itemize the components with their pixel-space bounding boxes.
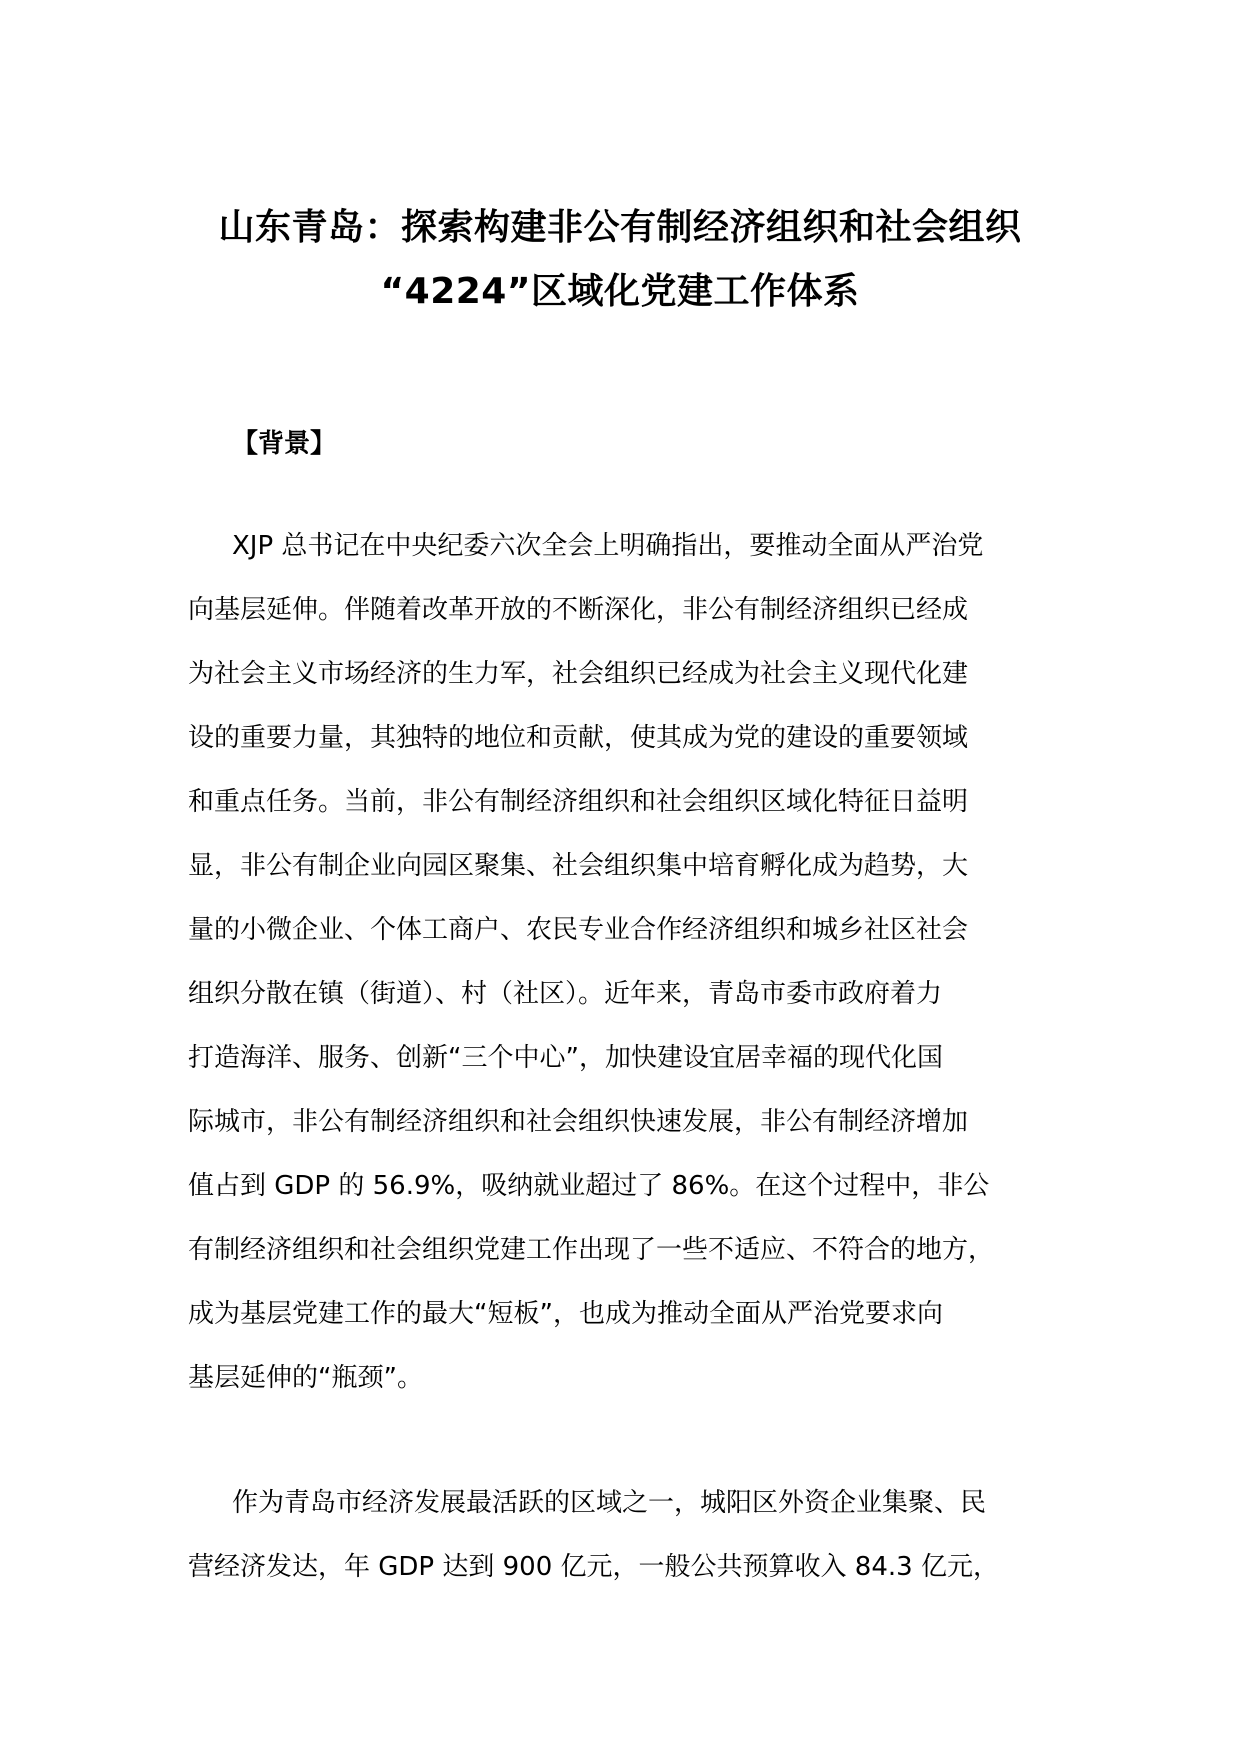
section-heading-background: 【背景】	[232, 429, 337, 459]
paragraph-line: 基层延伸的“瓶颈”。	[188, 1363, 423, 1393]
paragraph-line: 值占到 GDP 的 56.9%，吸纳就业超过了 86%。在这个过程中，非公	[188, 1171, 990, 1201]
paragraph-chengyang	[188, 1471, 1068, 1599]
paragraph-line: 际城市，非公有制经济组织和社会组织快速发展，非公有制经济增加	[188, 1107, 969, 1137]
document-title	[150, 196, 1090, 324]
paragraph-line: 作为青岛市经济发展最活跃的区域之一，城阳区外资企业集聚、民	[232, 1488, 987, 1518]
paragraph-line: 显，非公有制企业向园区聚集、社会组织集中培育孵化成为趋势，大	[188, 851, 969, 881]
paragraph-line: 营经济发达，年 GDP 达到 900 亿元，一般公共预算收入 84.3 亿元，	[188, 1552, 999, 1582]
paragraph-line: 为社会主义市场经济的生力军，社会组织已经成为社会主义现代化建	[188, 659, 969, 689]
paragraph-background	[188, 514, 1068, 1410]
paragraph-line: 设的重要力量，其独特的地位和贡献，使其成为党的建设的重要领域	[188, 723, 969, 753]
paragraph-line: 组织分散在镇（街道）、村（社区）。近年来，青岛市委市政府着力	[188, 979, 943, 1009]
title-line-1: 山东青岛：探索构建非公有制经济组织和社会组织	[218, 207, 1022, 248]
paragraph-line: XJP 总书记在中央纪委六次全会上明确指出，要推动全面从严治党	[232, 531, 984, 561]
paragraph-line: 有制经济组织和社会组织党建工作出现了一些不适应、不符合的地方，	[188, 1235, 995, 1265]
paragraph-line: 成为基层党建工作的最大“短板”，也成为推动全面从严治党要求向	[188, 1299, 943, 1329]
paragraph-line: 量的小微企业、个体工商户、农民专业合作经济组织和城乡社区社会	[188, 915, 969, 945]
paragraph-line: 打造海洋、服务、创新“三个中心”，加快建设宜居幸福的现代化国	[188, 1043, 943, 1073]
paragraph-line: 向基层延伸。伴随着改革开放的不断深化，非公有制经济组织已经成	[188, 595, 969, 625]
title-line-2: “4224”区域化党建工作体系	[380, 271, 860, 312]
paragraph-line: 和重点任务。当前，非公有制经济组织和社会组织区域化特征日益明	[188, 787, 969, 817]
